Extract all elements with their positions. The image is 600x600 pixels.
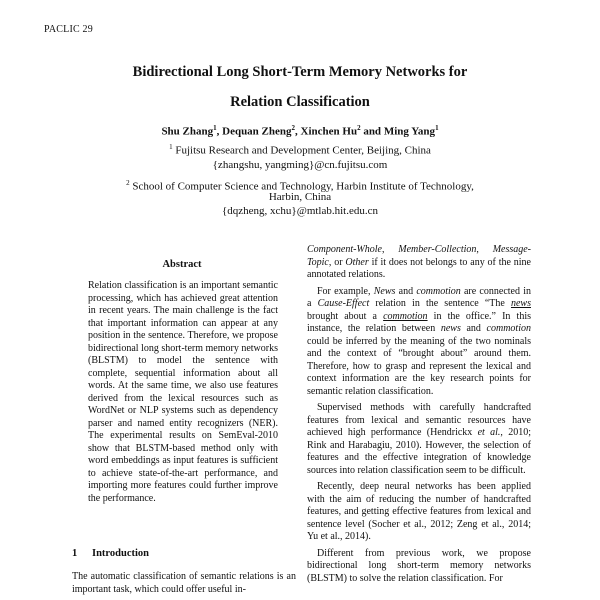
- author-name: Ming Yang: [383, 125, 436, 138]
- relation-label: Message-Topic: [307, 244, 532, 268]
- affiliation-marker: 1: [169, 143, 173, 151]
- author-name: Dequan Zheng: [222, 125, 292, 138]
- author-name: Xinchen Hu: [300, 125, 358, 138]
- affiliation-2-city: Harbin, China: [268, 191, 332, 203]
- venue-header: PACLIC 29: [44, 24, 93, 35]
- text-run: For example,: [317, 285, 374, 297]
- text-run: Supervised methods with carefully handcrafted features from lexical and semantic resources have achieved high performance (Hendrickx: [307, 402, 531, 438]
- author-affil-sup: 2: [291, 124, 296, 132]
- text-run: , 2010; Rink and Harabagiu, 2010). However, the selection of features and the effective integration of knowledge sources into relation classification seem to be difficult.: [307, 427, 532, 476]
- text-run: if it does not belongs to any of the nine annotated relations.: [307, 256, 531, 280]
- affiliation-marker: 2: [126, 179, 130, 187]
- underlined-nominal: news: [510, 298, 531, 309]
- affiliation-1-email: {zhangshu, yangming}@cn.fujitsu.com: [212, 159, 388, 171]
- paragraph: [307, 244, 531, 282]
- citation-etal: et al.: [477, 427, 501, 438]
- author-affil-sup: 1: [213, 124, 217, 132]
- section-title: Introduction: [92, 548, 149, 559]
- paragraph: Different from previous work, we propose bidirectional long short-term memory networks (BLSTM) to solve the relation classification. For: [307, 547, 531, 584]
- nominal: commotion: [416, 285, 461, 297]
- relation-label: Member-Collection: [398, 244, 477, 255]
- paper-title-line-1: Bidirectional Long Short-Term Memory Networks for: [132, 64, 468, 80]
- abstract-heading: Abstract: [162, 259, 202, 270]
- text-run: and: [460, 323, 487, 334]
- underlined-nominal: commotion: [383, 310, 428, 322]
- text-run: and: [395, 285, 417, 297]
- nominal: News: [373, 285, 396, 297]
- text-run: ,: [476, 244, 493, 255]
- introduction-paragraph: The automatic classification of semantic relations is an important task, which could offer useful in-: [72, 571, 296, 595]
- author-name: Shu Zhang: [161, 125, 214, 138]
- author-affil-sup: 1: [435, 124, 439, 132]
- text-run: relation in the sentence “The: [369, 298, 511, 309]
- text-run: are connected in a: [307, 285, 531, 309]
- text-run: ,: [382, 244, 399, 255]
- text-run: could be inferred by the meaning of the two nominals and the context of “brought about” around them. Therefore, how to grasp and represent the lexical and context information are the key research points for semantic relation classification.: [307, 335, 531, 397]
- nominal: news: [440, 323, 461, 334]
- affiliation-2-email: {dqzheng, xchu}@mtlab.hit.edu.cn: [221, 205, 378, 217]
- paragraph: [307, 286, 531, 399]
- section-number: 1: [72, 548, 78, 559]
- section-heading-introduction: [72, 548, 149, 559]
- paragraph: Recently, deep neural networks has been applied with the aim of reducing the number of handcrafted features, and getting effective features from lexical and sentence level (Socher et al., 2012; Zeng et al., 2014; Yu et al., 2014).: [307, 481, 531, 542]
- author-conjunction: and: [363, 125, 382, 138]
- text-run: brought about a: [307, 310, 384, 322]
- author-list: Shu Zhang$^1$, Dequan Zheng$^2$, Xinchen Hu$^2$ and Ming Yang$^1$: [161, 124, 439, 138]
- paragraph: [307, 402, 531, 477]
- affiliation-text: Fujitsu Research and Development Center, Beijing, China: [175, 144, 431, 157]
- nominal: commotion: [486, 323, 531, 334]
- relation-label: Cause-Effect: [317, 298, 370, 309]
- author-affil-sup: 2: [357, 124, 361, 132]
- affiliation-text: School of Computer Science and Technology, Harbin Institute of Technology,: [132, 180, 474, 193]
- right-column: [307, 244, 531, 585]
- text-run: in the office.” In this instance, the relation between: [307, 310, 531, 334]
- affiliation-1: [0, 140, 600, 158]
- text-run: , or: [328, 256, 346, 268]
- abstract-body: Relation classification is an important semantic processing, which has achieved great attention in recent years. The main challenge is the fact that important information can appear at any position in the sentence. Therefore, we propose bidirectional long short-term memory networks (BLSTM) to model the sentence with complete, sequential information about all words. At the same time, we also use features derived from the lexical resources such as WordNet or NLP systems such as dependency parser and named entity recognizers (NER). The experimental results on SemEval-2010 show that BLSTM-based method only with word embeddings as input features is sufficient to achieve state-of-the-art performance, and importing more features could further improve the performance.: [88, 280, 278, 504]
- relation-label: Other: [345, 256, 369, 268]
- relation-label: Component-Whole: [307, 244, 382, 255]
- paper-title-line-2: Relation Classification: [230, 94, 370, 110]
